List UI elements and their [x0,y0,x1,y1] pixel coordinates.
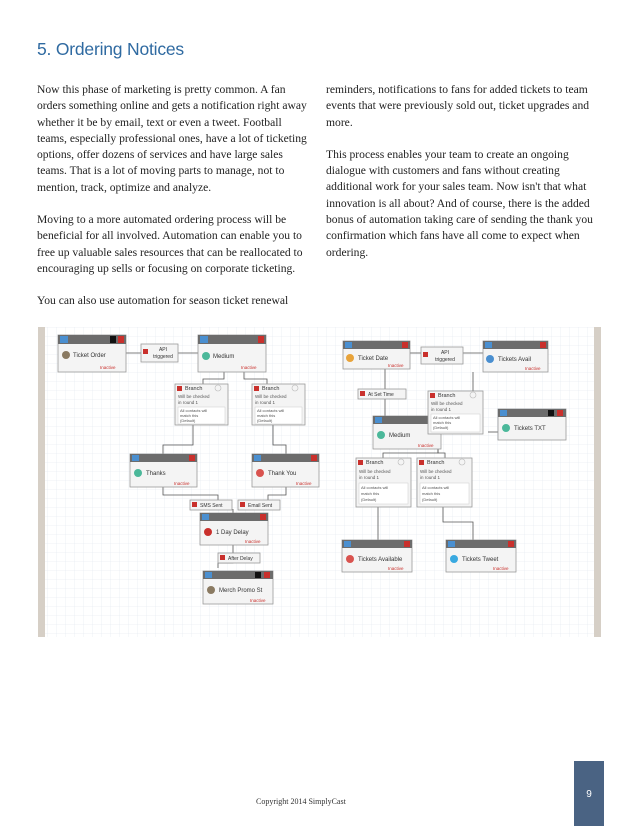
workflow-diagram [38,327,601,637]
node-thanks[interactable] [130,454,197,487]
trigger-label: After Delay [228,556,253,562]
close-icon[interactable] [360,391,365,396]
flag-icon [500,410,507,416]
close-icon[interactable] [143,349,148,354]
node-label: Ticket Date [358,356,389,362]
close-icon[interactable] [220,555,225,560]
trigger-api-1[interactable] [141,344,178,362]
branch-default: (Default) [422,497,438,502]
flag-icon [448,541,455,547]
branch-text: in round 1 [431,407,452,412]
branch-default: All contacts will [433,415,461,420]
copyright-footer: Copyright 2014 SimplyCast [256,797,346,806]
branch-default: match this [361,491,380,496]
flag-icon [345,342,352,348]
trigger-label: SMS Sent [200,503,223,509]
right-column [326,82,598,277]
branch-default: match this [180,413,199,418]
node-tickets-available[interactable] [342,540,412,572]
node-label: Ticket Order [73,353,106,359]
close-icon[interactable] [404,541,410,547]
trigger-label: API [158,347,168,353]
node-label: Thank You [268,471,297,477]
branch-text: in round 1 [420,475,441,480]
trigger-email-sent[interactable] [238,500,280,510]
branch-text: Will be checked [359,469,391,474]
trigger-after-delay[interactable] [218,553,260,563]
trigger-label: triggered [153,354,173,360]
node-label: Medium [213,354,235,360]
node-thank-you[interactable] [252,454,319,487]
branch-text: Will be checked [420,469,452,474]
paragraph: reminders, notifications to fans for added tickets to team events that were previously sold out, ticket upgrades and more. [326,83,590,129]
branch-default: (Default) [257,418,273,423]
paragraph: You can also use automation for season ticket renewal [37,294,289,308]
paragraph: Moving to a more automated ordering process will be beneficial for all involved. Automation can enable you to free up valuable sales resources that can be reallocated to encouraging up sells or focusing on corporate ticketing. [37,213,303,275]
edit-icon[interactable] [110,336,116,343]
node-ticket-order[interactable] [58,335,126,372]
flag-icon [205,572,212,578]
node-label: Tickets TXT [514,426,546,432]
node-merch-promo[interactable] [203,571,273,604]
close-icon[interactable] [311,455,317,461]
email-icon [256,469,264,477]
flag-icon [132,455,139,461]
node-label: Tickets Tweet [462,557,499,563]
branch-title: Branch [427,460,445,466]
flag-icon [254,455,261,461]
canvas-grid [45,327,594,637]
medium-icon [202,352,210,360]
email-icon [346,555,354,563]
branch-text: Will be checked [255,394,287,399]
trigger-api-2[interactable] [421,347,463,364]
section-heading: 5. Ordering Notices [37,39,184,59]
flag-icon [200,336,208,343]
branch-title: Branch [185,386,203,392]
close-icon[interactable] [540,342,546,348]
status-label: Inactive [174,481,190,486]
status-label: Inactive [100,365,116,370]
branch-text: in round 1 [255,400,276,405]
sms-icon [502,424,510,432]
close-icon[interactable] [260,514,266,520]
branch-default: match this [257,413,276,418]
close-icon[interactable] [258,336,264,343]
close-icon[interactable] [423,352,428,357]
flag-icon [344,541,351,547]
node-label: Merch Promo St [219,588,263,594]
status-label: Inactive [250,598,266,603]
flag-icon [375,417,382,423]
trigger-label: Email Sent [248,503,273,509]
close-icon[interactable] [189,455,195,461]
branch-default: match this [422,491,441,496]
status-label: Inactive [241,365,257,370]
page-number: 9 [586,789,592,800]
node-tickets-avail[interactable] [483,341,548,372]
flag-icon [202,514,209,520]
close-icon[interactable] [508,541,514,547]
branch-title: Branch [262,386,280,392]
branch-node[interactable] [428,391,483,434]
branch-text: Will be checked [178,394,210,399]
trigger-at-set-time[interactable] [358,389,406,399]
delay-icon [204,528,212,536]
trigger-label: triggered [435,357,455,363]
branch-text: in round 1 [359,475,380,480]
medium-icon [134,469,142,477]
branch-default: All contacts will [180,408,208,413]
edit-icon[interactable] [255,572,261,578]
paragraph: Now this phase of marketing is pretty common. A fan orders something online and gets a notification right away whether it be by email, text or even a tweet. Football teams, especially professional ones, have a lot of ticketing options, offer dozens of services and have large sales teams. That is a lot of moving parts to manage, not to mention, track, optimize and analyze. [37,83,307,194]
close-icon[interactable] [192,502,197,507]
status-label: Inactive [388,363,404,368]
list-icon [486,355,494,363]
contact-icon [207,586,215,594]
trigger-label: At Set Time [368,392,394,398]
trigger-label: API [440,350,450,356]
medium-icon [377,431,385,439]
close-icon[interactable] [358,460,363,465]
flag-icon [485,342,492,348]
branch-node[interactable] [417,458,472,507]
date-icon [346,354,354,362]
close-icon[interactable] [177,386,182,391]
paragraph: This process enables your team to create an ongoing dialogue with customers and fans without creating additional work for your sales team. Now isn't that what innovation is all about? And of course, there is the added bonus of automation taking care of sending the thank you confirmation which fans have all come to expect when ordering. [326,147,593,259]
status-label: Inactive [296,481,312,486]
status-label: Inactive [418,443,434,448]
status-label: Inactive [388,566,404,571]
status-label: Inactive [245,539,261,544]
contact-icon [62,351,70,359]
trigger-sms-sent[interactable] [190,500,232,510]
close-icon[interactable] [240,502,245,507]
close-icon[interactable] [264,572,270,578]
twitter-icon [450,555,458,563]
edit-icon[interactable] [548,410,554,416]
branch-default: (Default) [180,418,196,423]
node-label: Medium [389,433,411,439]
branch-node[interactable] [356,458,411,507]
branch-default: (Default) [433,425,449,430]
branch-node[interactable] [175,384,228,425]
status-label: Inactive [493,566,509,571]
node-tickets-tweet[interactable] [446,540,516,572]
close-icon[interactable] [419,460,424,465]
branch-default: All contacts will [257,408,285,413]
node-label: 1 Day Delay [216,530,249,536]
branch-default: All contacts will [422,485,450,490]
left-column [37,82,309,326]
branch-default: All contacts will [361,485,389,490]
node-label: Thanks [146,471,166,477]
node-ticket-date[interactable] [343,341,410,369]
page-number-tab [574,761,604,826]
flag-icon [60,336,68,343]
close-icon[interactable] [430,393,435,398]
branch-title: Branch [366,460,384,466]
close-icon[interactable] [557,410,563,416]
branch-default: match this [433,420,452,425]
branch-default: (Default) [361,497,377,502]
branch-text: Will be checked [431,401,463,406]
branch-title: Branch [438,393,456,399]
node-day-delay[interactable] [200,513,268,545]
node-medium[interactable] [198,335,266,372]
status-label: Inactive [525,366,541,371]
close-icon[interactable] [118,336,124,343]
close-icon[interactable] [254,386,259,391]
node-label: Tickets Avail [498,357,532,363]
close-icon[interactable] [402,342,408,348]
node-tickets-txt[interactable] [498,409,566,440]
branch-node[interactable] [252,384,305,425]
node-label: Tickets Available [358,557,403,563]
branch-text: in round 1 [178,400,199,405]
